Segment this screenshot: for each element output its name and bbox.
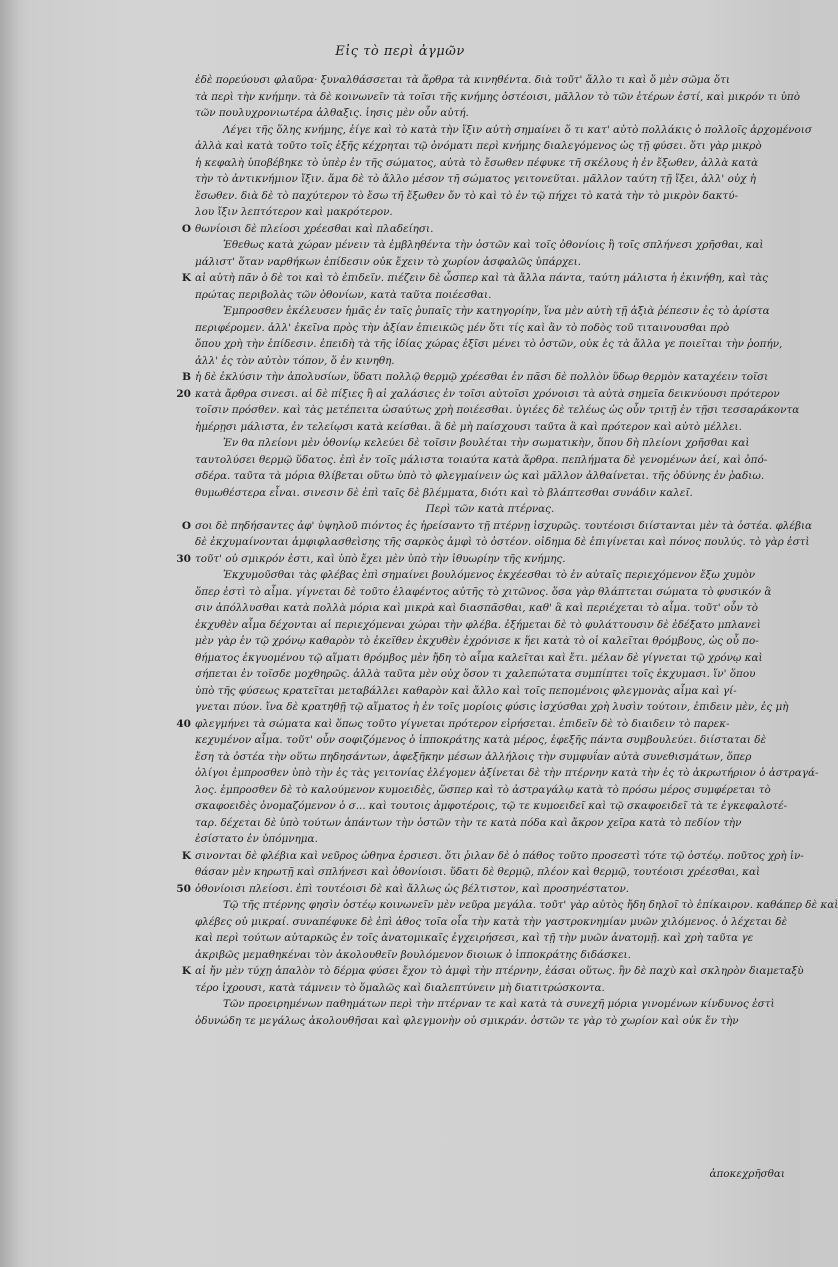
line-text: τὰ περὶ τὴν κνήμην. τὰ δὲ κοινωνεῖν τὰ τοῖσι τῆς κνήμης ὀστέοισι, μᾶλλον τὸ τῶν ἑτέρων ἐστί, καὶ μικρόν τι ὑπὸ [195,90,800,103]
text-line [195,749,785,766]
text-line [176,881,785,898]
line-text: ὑπὸ τῆς φύσεως κρατεῖται μεταβάλλει καθαρὸν καὶ ἄλλο καὶ τοῖς πεπομένοις φλεγμονὰς αἷμα καὶ γί- [195,684,737,697]
line-text: ὀλίγοι ἐμπροσθεν ὑπὸ τὴν ἐς τὰς γειτονίας ἐλέγομεν ἀξίνεται δὲ τὴν πτέρνην κατὰ τὴν ἐς τὸ ἀκρωτήριον ὁ ἀστραγά- [195,767,819,779]
text-line [195,1013,785,1030]
margin-marker: B [182,371,191,383]
line-text: ὀδυνώδη τε μεγάλως ἀκολουθῆσαι καὶ φλεγμονὴν οὐ σμικράν. ὀστῶν τε γὰρ τὸ χωρίον καὶ οὐκ ἔν τὴν [195,1014,739,1027]
line-text: σήπεται ἐν τοῖσδε μοχθηρῶς. ἀλλὰ ταῦτα μὲν οὐχ ὅσον τι χαλεπώτατα συμπίπτει τοῖς ἐκχυμασι. ἵν' ὅπου [195,668,756,680]
line-text: Ἐθεθως κατὰ χώραν μένειν τὰ ἐμβληθέντα τὴν ὀστῶν καὶ τοῖς ὀθονίοις ἢ τοῖς σπλήνεσι χρῆσθαι, καὶ [223,239,764,251]
text-line [195,105,785,122]
text-line [195,254,785,271]
line-text: καὶ περὶ τούτων αὐταρκῶς ἐν τοῖς ἀνατομικαῖς ἐγχειρήσεσι, καὶ τῇ τὴν μυῶν ἀνατομῇ. καὶ χρὴ ταῦτα γε [195,932,754,944]
text-line [195,138,785,155]
margin-marker: 30 [176,552,191,565]
line-text: αἱ ἤν μὲν τύχῃ ἁπαλὸν τὸ δέρμα φύσει ἔχον τὸ ἀμφὶ τὴν πτέρνην, ἐάσαι οὕτως. ἢν δὲ παχὺ καὶ σκληρὸν διαμεταξὺ [195,965,804,977]
text-line [195,155,785,172]
text-line [195,732,785,749]
text-line [182,369,785,386]
text-line [195,237,785,254]
line-text: πρώτας περιβολὰς τῶν ὀθονίων, κατὰ ταῦτα ποιέεσθαι. [195,288,492,301]
line-text: Τῷ τῆς πτέρνης φησὶν ὀστέῳ κοινωνεῖν μὲν νεῦρα μεγάλα. τοῦτ' γὰρ αὐτὸς ἤδη δηλοῖ τὸ ἐπίκαιρον. καθάπερ δὲ καὶ [223,899,838,911]
line-text: θωνίοισι δὲ πλείοσι χρέεσθαι καὶ πλαδείησι. [195,222,434,235]
line-text: λος. ἐμπροσθεν δὲ τὸ καλούμενον κυμοειδὲς, ὥσπερ καὶ τὸ ἀστραγάλῳ κατὰ τὸ πρόσω μέρος συμφέρεται τὸ [195,783,771,796]
text-line [195,683,785,700]
text-line [195,930,785,947]
text-line [195,914,788,931]
text-line [195,600,785,617]
text-line [195,188,785,205]
line-text: μάλιστ' ὅταν ναρθήκων ἐπίδεσιν οὐκ ἔχειν τὸ χωρίον ἀσφαλῶς ὑπάρχει. [195,255,582,268]
line-text: Λέγει τῆς ὅλης κνήμης, ἐίγε καὶ τὸ κατὰ τὴν ἴξιν αὐτὴ σημαίνει ὅ τι κατ' αὐτὸ πολλάκις ὁ πολλοῖς ἀρχομένοισ [223,123,812,136]
line-text: Περὶ τῶν κατὰ πτέρνας. [425,503,555,515]
text-line [195,897,838,914]
margin-marker: 40 [176,717,191,730]
line-text: Ἐμπροσθεν ἐκέλευσεν ἡμᾶς ἐν ταῖς ῥυπαῖς τὴν κατηγορίην, ἵνα μὲν αὐτὴ τῇ ἀξιὰ ῥέπεσιν ἐς τὸ ἀρίστα [223,305,770,317]
line-text: φλεγμήνει τὰ σώματα καὶ ὅπως τοῦτο γίγνεται πρότερον εἰρήσεται. ἐπιδεῖν δὲ τὸ διαιδειν τὸ παρεκ- [195,717,730,730]
margin-marker: O [181,222,191,235]
line-text: θυμωθέστερα εἶναι. σινεσιν δὲ ἐπὶ ταῖς δὲ βλέμματα, διότι καὶ τὸ βλάπτεσθαι συνάδιν καλεῖ. [195,486,693,499]
line-text: ἡ κεφαλὴ ὑποβέβηκε τὸ ὑπὲρ ἐν τῆς σώματος, αὐτὰ τὸ ἔσωθεν πέφυκε τῆ σκέλους ἡ ἐν ἔξωθεν, ἀλλὰ κατὰ [195,156,759,169]
text-line [195,303,785,320]
text-line [195,435,785,452]
line-text: τέρο ἰχρουσι, κατὰ τάμνειν τὸ ὅμαλῶς καὶ διαλεπτύνειν μὴ διατιτρώσκοντα. [195,981,605,994]
text-line [195,468,785,485]
line-text: ἀκριβῶς μεμαθηκέναι τὸν ἀκολουθεῖν βουλόμενον διοιωκ ὁ ἱπποκράτης διδάσκει. [195,948,631,961]
line-text: Ἐκχυμοῦσθαι τὰς φλέβας ἐπὶ σημαίνει βουλόμενος ἐκχέεσθαι τὸ ἐν αὐταῖς περιεχόμενον ἔξω χυμὸν [223,569,756,581]
text-line [176,716,785,733]
text-line [181,518,813,535]
margin-marker: 20 [176,387,191,400]
line-text: ἡ δὲ ἐκλύσιν τὴν ἀπολυσίων, ὕδατι πολλῷ θερμῷ χρέεσθαι ἐν πᾶσι δὲ πολλὸν ὕδωρ θερμὸν καταχέειν τοῖσι [195,371,769,383]
line-text: σινονται δὲ φλέβια καὶ νεῦρος ὠθηνα ἐρσιεσι. ὅτι ῥιλαν δὲ ὁ πάθος τοῦτο προσεστὶ τότε τῷ ὀστέῳ. ποῦτος χρὴ ἰν- [195,849,804,862]
line-text: μὲν γὰρ ἐν τῷ χρόνῳ καθαρὸν τὸ ἐκεῖθεν ἐκχυθὲν ἐχρόνισε κ ἥει κατὰ τὸ οἱ καλεῖται θρόμβους, ὡς οὖ πο- [195,635,759,647]
text-line [195,980,785,997]
line-text: Ἐν θα πλείονι μὲν ὀθονίῳ κελεύει δὲ τοῖσιν βουλέται τὴν σωματικὴν, ὅπου δὴ πλείονι χρῆσθαι καὶ [223,437,750,449]
text-line [195,353,785,370]
line-text: θήματος ἐκγυομένου τῷ αἵματι θρόμβος μὲν ἤδη τὸ αἷμα καλεῖται καὶ ἔτι. μέλαν δὲ γίγνεται τῷ χρόνῳ καὶ [195,651,763,664]
text-line [181,221,785,238]
line-text: ταυτολύσει θερμῷ ὕδατος. ἐπὶ ἐν τοῖς μάλιστα τοιαύτα κατὰ ἄρθρα. πεπλήματα δὲ γενομένων ἀεί, καὶ ὁπό- [195,453,768,466]
line-text: λου ἴξιν λεπτότερον καὶ μακρότερον. [195,206,393,218]
text-line [195,89,800,106]
text-line [195,798,788,815]
line-text: κατὰ ἄρθρα σινεσι. αἱ δὲ πίξιες ἢ αἱ χαλάσιες ἐν τοῖσι αὐτοῖσι χρόνοισι τὰ αὐτὰ σημεῖα δεικνύουσι πρότερον [195,387,780,400]
line-text: δὲ ἐκχυμαίνονται ἀμφιφλασθεὶσης τῆς σαρκὸς ἀμφὶ τὸ ὀστέον. οἰδημα δὲ ἐπιγίνεται καὶ πόνος πουλύς. τὸ γὰρ ἐστὶ [195,536,810,548]
text-line [195,419,785,436]
margin-marker: K [181,272,191,284]
margin-marker: O [181,519,191,532]
line-text: ἐσίστατο ἐν ὑπόμνημα. [195,833,318,845]
line-text: τῶν πουλυχρονιωτέρα ἀλθαξις. ἰησις μὲν οὖν αὐτή. [195,107,469,119]
line-text: γνεται πύον. ἴνα δὲ κρατηθῇ τῷ αἵματος ἡ ἐν τοῖς μορίοις φύσις ἰσχύσθαι χρὴ λυσὶν τούτοιν, ἐπιδειν μὲν, ἐς μὴ [195,701,789,713]
text-line [195,584,785,601]
text-line [195,72,785,89]
line-text: ταρ. δέχεται δὲ ὑπὸ τούτων ἁπάντων τὴν ὀστῶν τὴν τε κατὰ πόδα καὶ ἄκρον χεῖρα κατὰ τὸ πεδίον τὴν [195,816,742,829]
line-text: κεχυμένον αἷμα. τοῦτ' οὖν σοφιζόμενος ὁ ἱπποκράτης κατὰ μέρος, ἐφεξῆς πάντα συμβουλεύει. διίσταται δὲ [195,734,767,746]
text-line [195,782,785,799]
line-text: ἀλλ' ἐς τὸν αὐτὸν τόπον, ὅ ἐν κινηθη. [195,354,395,367]
line-text: σκαφοειδὲς ὀνομαζόμενον ὁ σ... καὶ τουτοις ἀμφοτέροις, τῷ τε κυμοειδεῖ καὶ τῷ σκαφοειδεῖ τὰ τε ἐγκεφαλοτέ- [195,800,788,812]
line-text: ἐδὲ πορεύουσι φλαῦρα· ξυναλθάσσεται τὰ ἄρθρα τὰ κινηθέντα. διὰ τοῦτ' ἄλλο τι καὶ ὅ μὲν σῶμα ὅτι [195,74,730,86]
text-line [195,633,785,650]
line-text: ἐκχυθὲν αἷμα δέχονται αἱ περιεχόμεναι χώραι τὴν φλέβα. ἐξήμεται δὲ τὸ φυλάττουσιν δὲ ἐδέξατο μπλανεὶ [195,618,761,631]
margin-marker: K [181,849,191,862]
text-line [181,963,804,980]
text-line [195,617,785,634]
text-line [195,765,819,782]
text-line [195,122,812,139]
line-text: φλέβες οὐ μικραί. συναπέφυκε δὲ ἐπὶ ἀθος τοῖα οἷα τὴν κατὰ τὴν γαστροκνημίαν μυῶν χιλόμενος. ὁ λέχεται δὲ [195,915,788,928]
text-line [195,947,785,964]
text-line [195,699,789,716]
line-text: τοῦτ' οὐ σμικρόν ἐστι, καὶ ὑπὸ ἔχει μὲν ὑπὸ τὴν ἰθυωρίην τῆς κνήμης. [195,552,566,565]
text-line [195,650,785,667]
text-line [195,666,785,683]
text-line [195,864,785,881]
margin-marker: K [181,965,191,977]
line-text: ἔσωθεν. διὰ δὲ τὸ παχύτερον τὸ ἔσω τῆ ἔξωθεν ὄν τὸ καὶ τὸ ἐν τῷ πήχει τὸ κατὰ τὴν τὸ μικρὸν δακτύ- [195,189,739,202]
line-text: ὅπερ ἐστὶ τὸ αἷμα. γίγνεται δὲ τοῦτο ἐλαφέντος αὐτῆς τὸ χιτῶνος. ὅσα γὰρ θλάπτεται σώματα τὸ φυσικόν ἃ [195,585,772,598]
line-text: θάσαν μὲν κηρωτῇ καὶ σπλήνεσι καὶ ὀθονίοισι. ὕδατι δὲ θερμῷ, πλέον καὶ θερμῷ, τουτέοισι χρέεσθαι, καὶ [195,866,761,878]
line-text: ἡμέρῃσι μάλιστα, ἐν τελείῳσι κατὰ κείσθαι. ἃ δὲ μὴ παίσχουσι ταῦτα ἃ καὶ πρότερον καὶ αὐτὸ μέλλει. [195,420,742,433]
text-line [195,320,785,337]
text-line [195,452,785,469]
text-line [195,336,785,353]
text-line [195,402,800,419]
text-line [195,567,785,584]
line-text: ὅπου χρὴ τὴν ἐπίδεσιν. ἐπειδὴ τὰ τῆς ἰδίας χώρας ἐξῖσι μένει τὸ ὀστῶν, οὐκ ἐς τὰ ἄλλα γε ποιεῖται τὴν ῥοπήν, [195,338,783,350]
text-line [181,848,804,865]
text-line [176,386,785,403]
body-text [176,72,838,1029]
text-line [195,815,785,832]
line-text: Τῶν προειρημένων παθημάτων περὶ τὴν πτέρναν τε καὶ κατὰ τὰ συνεχῆ μόρια γινομένων κίνδυνος ἐστὶ [223,998,775,1010]
text-line [195,204,785,221]
line-text: αἱ αὐτὴ πᾶν ὁ δὲ τοι καὶ τὸ ἐπιδεῖν. πιέζειν δὲ ὧσπερ καὶ τὰ ἄλλα πάντα, ταύτη μάλιστα ἡ ἐκινήθη, καὶ τὰς [195,272,768,284]
line-text: ἀλλὰ καὶ κατὰ τοῦτο τοῖς ἑξῆς κέχρηται τῷ ὀνόματι περὶ κνήμης διαλεγόμενος ὡς τῇ φύσει. ὅτι γὰρ μικρὸ [195,140,762,152]
catchword: ἀποκεχρῆσθαι [709,1168,785,1180]
text-line [181,270,785,287]
text-line [195,485,785,502]
line-text: ἔση τὰ ὀστέα τὴν οὕτω πηδησάντων, ἀφεξῆκην μέσων ἀλλήλοις τὴν συμφυΐαν αὐτὰ συνεθισμάτων, ὅπερ [195,750,752,763]
line-text: τοῖσιν πρόσθεν. καὶ τὰς μετέπειτα ὡσαύτως χρὴ ποιέεσθαι. ὑγιέες δὲ τελέως ὡς οὖν τριτῇ ἐν τῇσι τεσσαράκοντα [195,404,800,416]
text-line [195,171,785,188]
line-text: ὀθονίοισι πλείοσι. ἐπὶ τουτέοισι δὲ καὶ ἄλλως ὡς βέλτιστον, καὶ προσηνέστατον. [195,882,630,895]
binding-gutter [0,0,18,1267]
line-text: περιφέρομεν. ἀλλ' ἐκεῖνα πρὸς τὴν ἀξίαν ἐπιεικῶς μέν ὅτι τίς καὶ ἂν τὸ ποδὸς τοῦ τιταινουσθαι πρὸ [195,321,730,334]
text-line [176,551,785,568]
running-header: Εἰς τὸ περὶ ἀγμῶν [335,44,465,59]
line-text: τὴν τὸ ἀντικνήμιον ἴξιν. ἅμα δὲ τὸ ἄλλο μέσον τῆ σώματος γειτονεῦται. μᾶλλον ταύτη τῇ ἴξει, ἀλλ' οὐχ ἡ [195,173,756,185]
text-line [195,501,785,518]
text-line [195,534,810,551]
line-text: σδέρα. ταῦτα τὰ μόρια θλίβεται οὕτω ὑπὸ τὸ φλεγμαίνειν ὡς καὶ μᾶλλον ἀλθαίνεται. τῆς ὀδύνης ἐν ῥαδιω. [195,470,765,482]
text-line [195,996,785,1013]
line-text: σοι δὲ πηδήσαντες ἀφ' ὑψηλοῦ πιόντος ἐς ἠρείσαντο τῇ πτέρνῃ ἰσχυρῶς. τουτέοισι διίστανται μὲν τὰ ὀστέα. φλέβια [195,519,813,532]
line-text: σιν ἀπόλλυσθαι κατὰ πολλὰ μόρια καὶ μικρὰ καὶ διασπᾶσθαι, καθ' ἃ καὶ περιέχεται τὸ αἷμα. τοῦτ' οὖν τὸ [195,602,759,614]
margin-marker: 50 [176,882,191,895]
text-line [195,831,785,848]
text-line [195,287,785,304]
